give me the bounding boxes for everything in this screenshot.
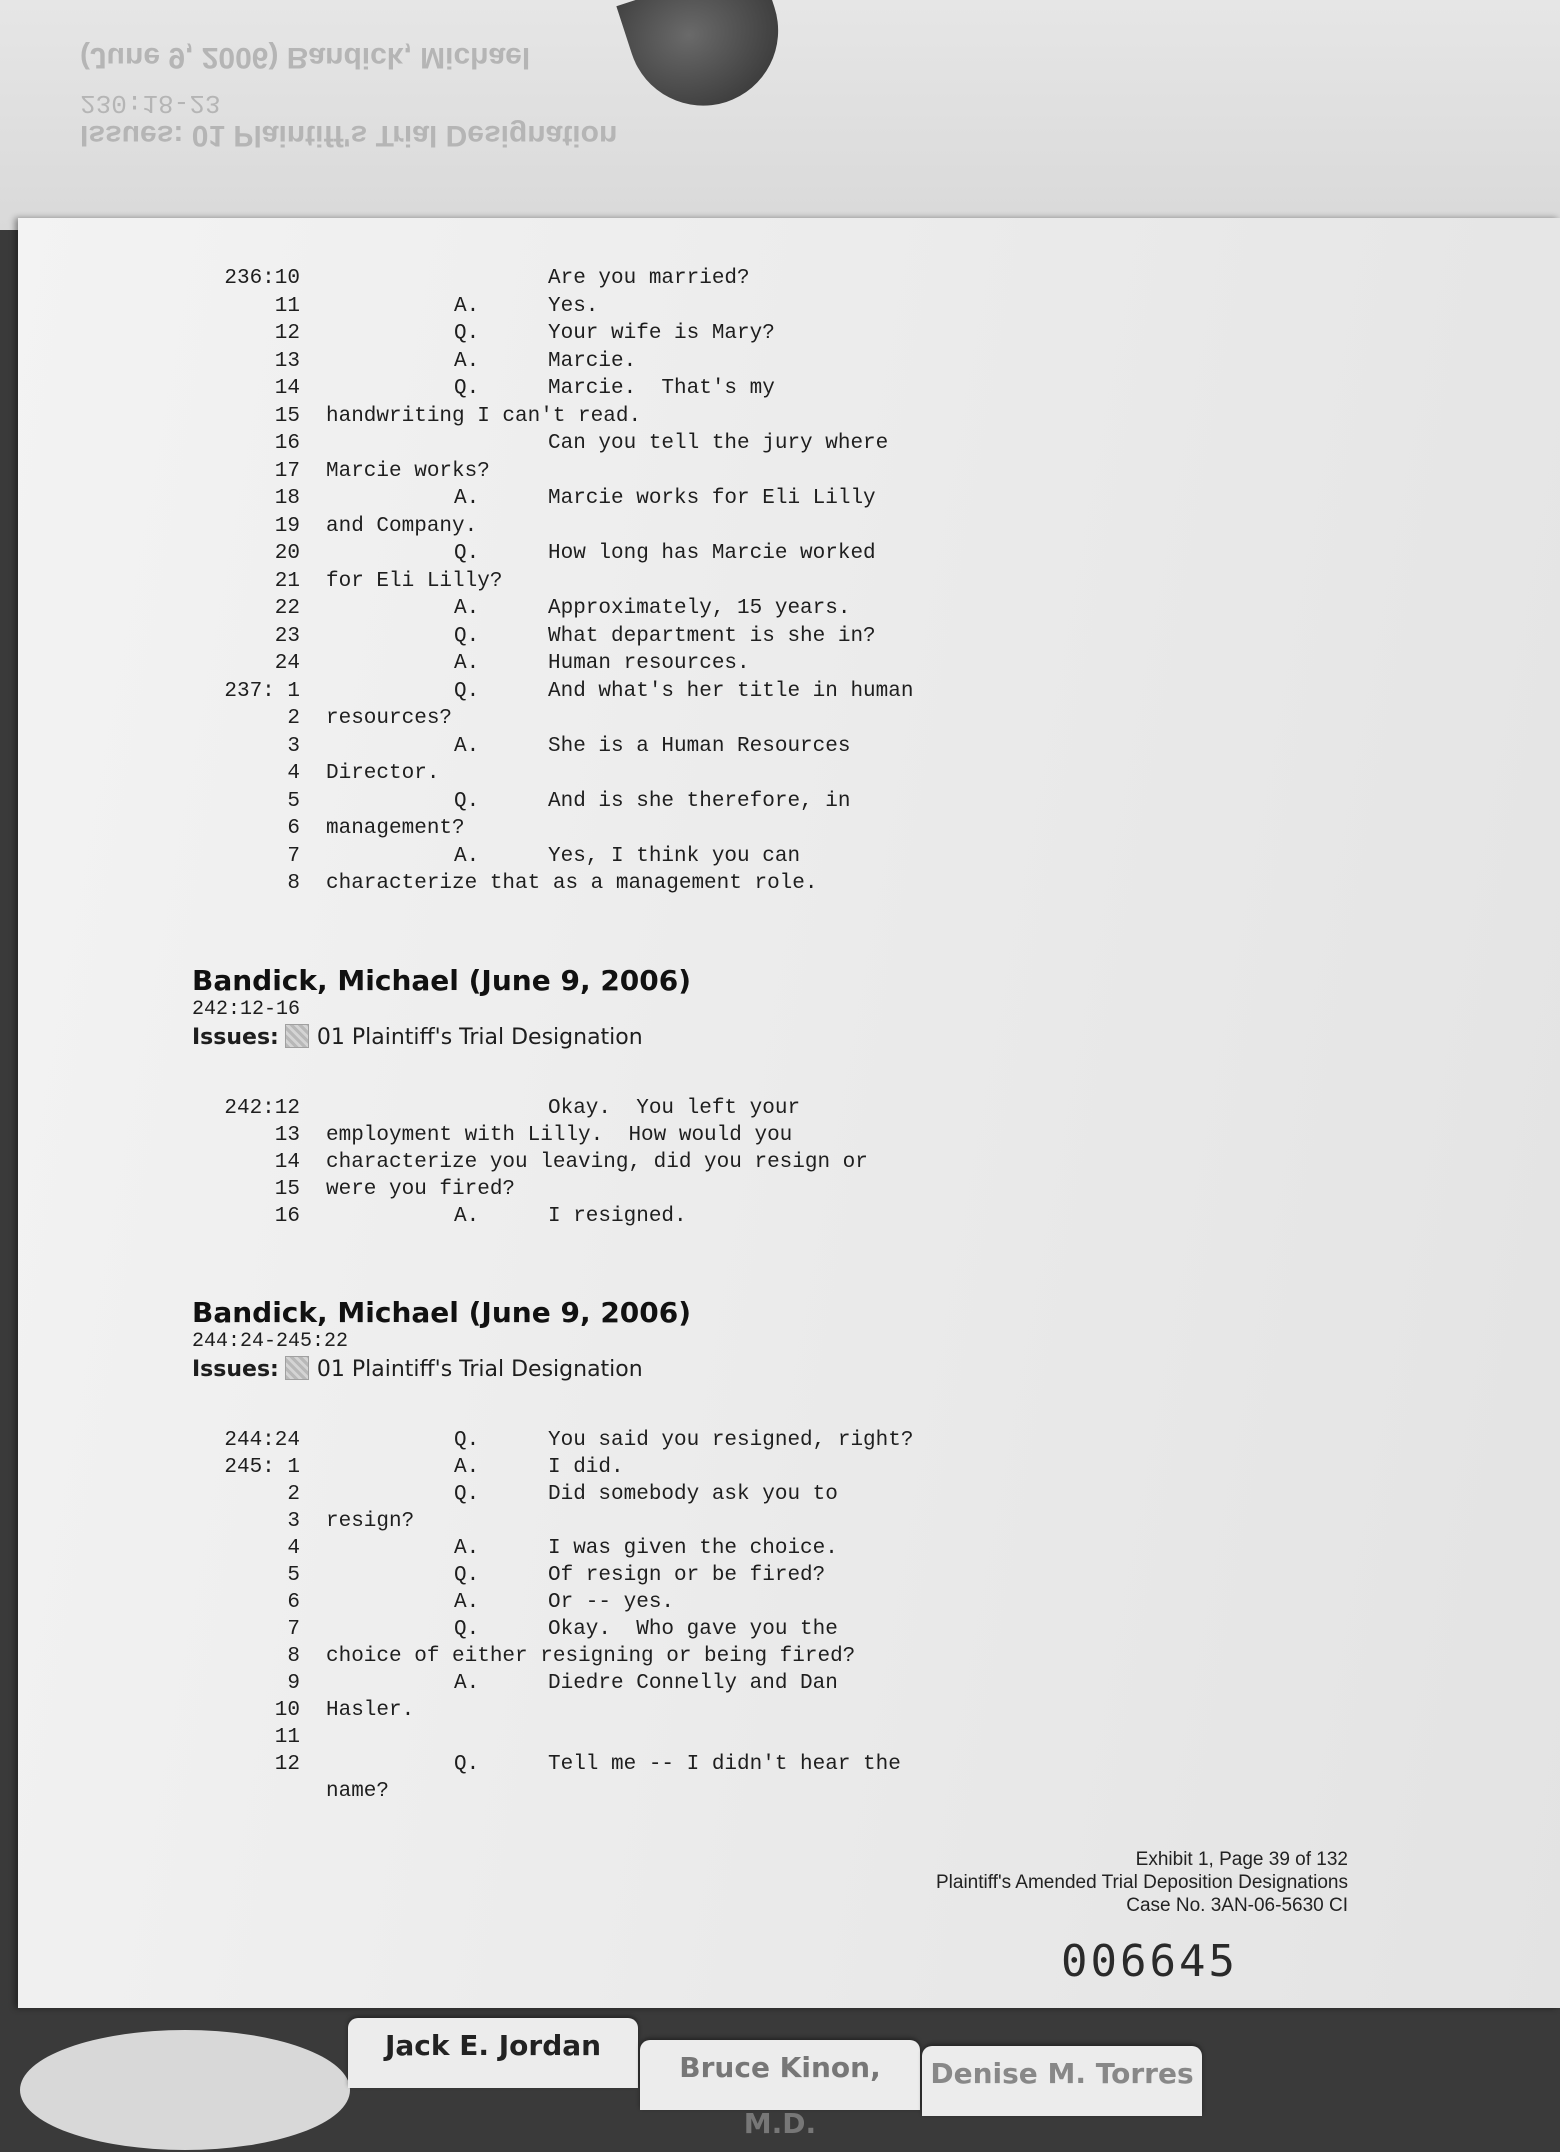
- line-number: 4: [287, 762, 300, 785]
- line-number: 11: [274, 1726, 300, 1749]
- line-number: 22: [274, 597, 300, 620]
- speaker-label: Q.: [454, 322, 480, 345]
- testimony-text: Okay. You left your: [548, 1097, 801, 1120]
- line-number: 11: [274, 294, 300, 318]
- line-number: 242:12: [224, 1097, 300, 1120]
- issue-icon: [285, 1356, 309, 1380]
- line-number: 4: [287, 1537, 300, 1560]
- line-number: 2: [287, 707, 300, 730]
- testimony-text: She is a Human Resources: [548, 734, 851, 758]
- testimony-text: resign?: [326, 1510, 415, 1533]
- line-number: 6: [287, 817, 300, 840]
- testimony-text: Marcie. That's my: [548, 377, 775, 400]
- speaker-label: Q.: [454, 1564, 480, 1587]
- line-number: 14: [274, 1151, 300, 1174]
- speaker-label: Q.: [454, 789, 480, 813]
- line-number: 9: [287, 1672, 300, 1695]
- testimony-text: I was given the choice.: [548, 1537, 838, 1560]
- tab-bruce-kinon[interactable]: Bruce Kinon, M.D.: [640, 2040, 920, 2110]
- section-3-header: Bandick, Michael (June 9, 2006): [192, 1296, 692, 1329]
- testimony-text: Tell me -- I didn't hear the: [548, 1753, 901, 1776]
- issue-icon: [285, 1024, 309, 1048]
- testimony-text: were you fired?: [326, 1178, 516, 1201]
- transcript-page: [18, 218, 1560, 2008]
- previous-sheet: [0, 0, 1560, 230]
- speaker-label: A.: [454, 652, 480, 675]
- tab-denise-torres[interactable]: Denise M. Torres: [922, 2046, 1202, 2116]
- testimony-text: handwriting I can't read.: [326, 404, 642, 428]
- line-number: 20: [274, 542, 300, 565]
- speaker-label: A.: [454, 844, 480, 868]
- line-number: 19: [274, 514, 300, 538]
- background-object: [20, 2030, 350, 2150]
- testimony-text: Approximately, 15 years.: [548, 597, 851, 620]
- issues-value: 01 Plaintiff's Trial Designation: [316, 1357, 643, 1382]
- section-2-issues: [192, 1024, 643, 1050]
- line-number: 8: [287, 1645, 300, 1668]
- testimony-text: How long has Marcie worked: [548, 542, 876, 565]
- testimony-text: characterize you leaving, did you resign or: [326, 1151, 868, 1174]
- testimony-text: Diedre Connelly and Dan: [548, 1672, 838, 1695]
- testimony-text: I did.: [548, 1456, 624, 1479]
- testimony-text: management?: [326, 817, 465, 840]
- bates-stamp: 006645: [1061, 1936, 1238, 1987]
- line-number: 18: [274, 487, 300, 510]
- testimony-text: for Eli Lilly?: [326, 569, 503, 593]
- speaker-label: Q.: [454, 1429, 480, 1452]
- exhibit-title: Plaintiff's Amended Trial Deposition Designations: [935, 1872, 1348, 1893]
- section-2-range: 242:12-16: [192, 998, 301, 1021]
- exhibit-page: Exhibit 1, Page 39 of 132: [1135, 1849, 1348, 1870]
- line-number: 13: [274, 1124, 300, 1147]
- line-number: 15: [274, 1178, 300, 1201]
- section-2-header: Bandick, Michael (June 9, 2006): [192, 964, 692, 997]
- line-number: 5: [287, 1564, 300, 1587]
- testimony-text: Your wife is Mary?: [548, 322, 775, 345]
- section-3-range: 244:24-245:22: [192, 1330, 349, 1353]
- testimony-text: I resigned.: [548, 1205, 687, 1228]
- testimony-text: Or -- yes.: [548, 1591, 675, 1614]
- speaker-label: Q.: [454, 1618, 480, 1641]
- testimony-text: Hasler.: [326, 1699, 415, 1722]
- speaker-label: Q.: [454, 377, 480, 400]
- issues-label: Issues:: [192, 1025, 279, 1050]
- speaker-label: A.: [454, 1672, 480, 1695]
- previous-sheet-range: 230:18-23: [80, 88, 221, 118]
- testimony-text: What department is she in?: [548, 624, 876, 648]
- line-number: 5: [287, 789, 300, 813]
- testimony-text: Human resources.: [548, 652, 750, 675]
- speaker-label: A.: [454, 1205, 480, 1228]
- speaker-label: A.: [454, 1591, 480, 1614]
- testimony-text: Director.: [326, 762, 440, 785]
- line-number: 12: [274, 1753, 300, 1776]
- speaker-label: A.: [454, 1537, 480, 1560]
- line-number: 16: [274, 1205, 300, 1228]
- testimony-text: choice of either resigning or being fired?: [326, 1645, 856, 1668]
- speaker-label: A.: [454, 734, 480, 758]
- speaker-label: A.: [454, 487, 480, 510]
- testimony-text: Of resign or be fired?: [548, 1564, 826, 1587]
- line-number: 7: [287, 1618, 300, 1641]
- speaker-label: A.: [454, 1456, 480, 1479]
- testimony-text: And what's her title in human: [548, 679, 914, 703]
- issues-label: Issues:: [192, 1357, 279, 1382]
- previous-sheet-issues: Issues: 01 Plaintiff's Trial Designation: [80, 119, 618, 152]
- line-number: 237: 1: [224, 679, 300, 703]
- line-number: 16: [274, 432, 300, 455]
- testimony-text: Did somebody ask you to: [548, 1483, 838, 1506]
- line-number: 236:10: [224, 267, 300, 290]
- speaker-label: A.: [454, 597, 480, 620]
- testimony-text: Yes.: [548, 294, 599, 318]
- section-3-issues: [192, 1356, 643, 1382]
- testimony-text: characterize that as a management role.: [326, 872, 818, 895]
- testimony-text: Are you married?: [548, 267, 750, 290]
- line-number: 10: [274, 1699, 300, 1722]
- testimony-text: And is she therefore, in: [548, 789, 851, 813]
- line-number: 14: [274, 377, 300, 400]
- line-number: 12: [274, 322, 300, 345]
- previous-sheet-title: (June 9, 2006) Bandick, Michael: [80, 41, 531, 74]
- exhibit-footer: [936, 1848, 1348, 1917]
- testimony-text: name?: [326, 1780, 390, 1803]
- line-number: 3: [287, 734, 300, 758]
- testimony-text: Yes, I think you can: [548, 844, 801, 868]
- testimony-text: resources?: [326, 707, 453, 730]
- speaker-label: Q.: [454, 624, 480, 648]
- speaker-label: Q.: [454, 679, 480, 703]
- line-number: 23: [274, 624, 300, 648]
- line-number: 3: [287, 1510, 300, 1533]
- line-number: 7: [287, 844, 300, 868]
- line-number: 244:24: [224, 1429, 300, 1452]
- line-number: 8: [287, 872, 300, 895]
- speaker-label: Q.: [454, 1483, 480, 1506]
- case-number: Case No. 3AN-06-5630 CI: [1126, 1895, 1348, 1916]
- line-number: 15: [274, 404, 300, 428]
- testimony-text: employment with Lilly. How would you: [326, 1124, 793, 1147]
- line-number: 24: [274, 652, 300, 675]
- speaker-label: A.: [454, 294, 480, 318]
- speaker-label: Q.: [454, 542, 480, 565]
- line-number: 6: [287, 1591, 300, 1614]
- issues-value: 01 Plaintiff's Trial Designation: [316, 1025, 643, 1050]
- speaker-label: Q.: [454, 1753, 480, 1776]
- tab-jack-jordan[interactable]: Jack E. Jordan: [348, 2018, 638, 2088]
- testimony-text: and Company.: [326, 514, 478, 538]
- testimony-text: You said you resigned, right?: [548, 1429, 914, 1452]
- testimony-text: Marcie.: [548, 349, 637, 373]
- testimony-text: Marcie works for Eli Lilly: [548, 487, 876, 510]
- line-number: 17: [274, 459, 300, 483]
- testimony-text: Can you tell the jury where: [548, 432, 889, 455]
- testimony-text: Marcie works?: [326, 459, 490, 483]
- line-number: 2: [287, 1483, 300, 1506]
- speaker-label: A.: [454, 349, 480, 373]
- testimony-text: Okay. Who gave you the: [548, 1618, 838, 1641]
- line-number: 245: 1: [224, 1456, 300, 1479]
- line-number: 21: [274, 569, 300, 593]
- line-number: 13: [274, 349, 300, 373]
